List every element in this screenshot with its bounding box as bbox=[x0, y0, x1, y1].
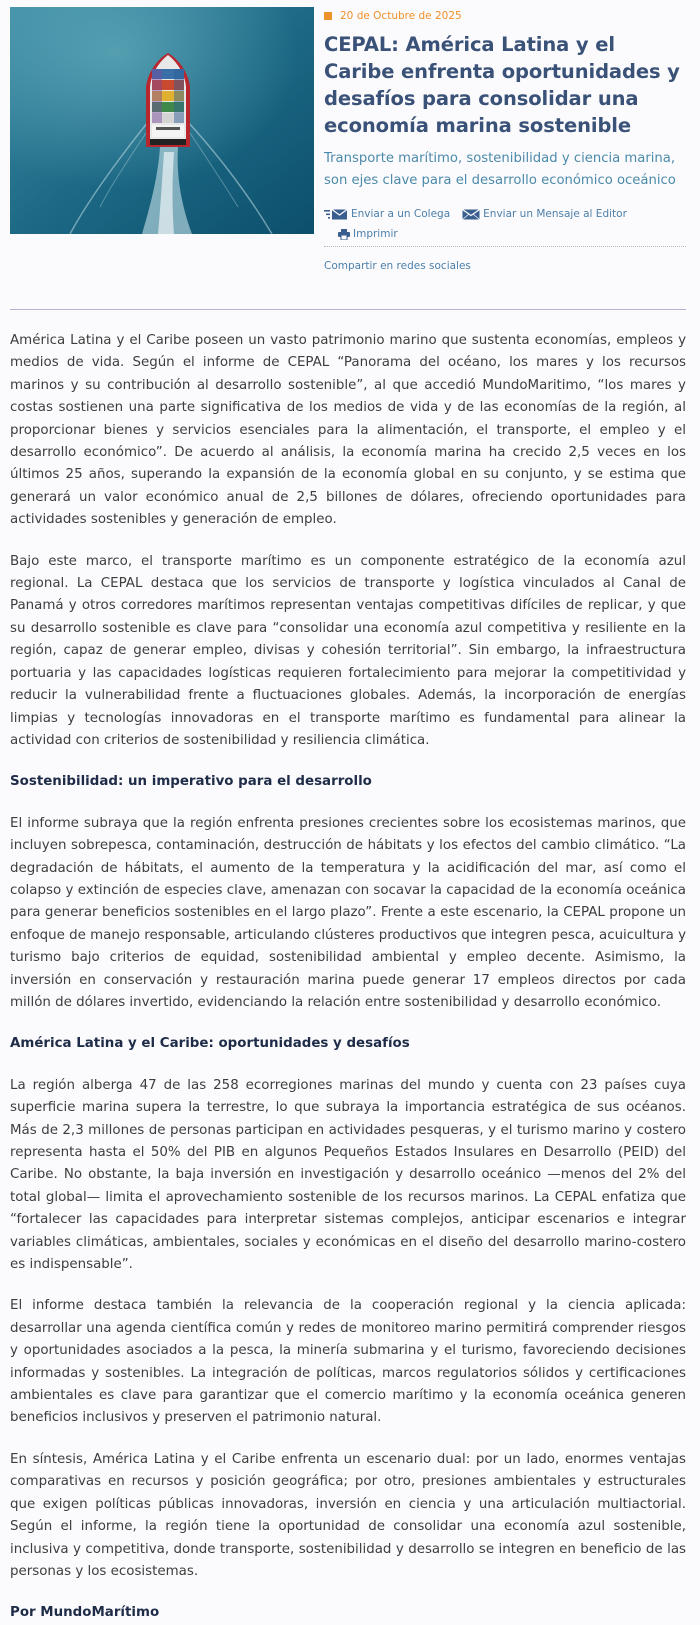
envelope-icon bbox=[462, 209, 480, 220]
send-colleague-link[interactable] bbox=[324, 208, 450, 220]
printer-icon bbox=[338, 229, 350, 240]
paragraph-6: En síntesis, América Latina y el Caribe enfrenta un escenario dual: por un lado, enormes ventajas comparativas en recursos y posición geográfica; por otro, presiones ambientales y estructurales que exigen políticas públicas innovadoras, inversión en ciencia y una articulación multiactorial. Según el informe, la región tiene la oportunidad de consolidar una economía azul sostenible, inclusiva y competitiva, donde transporte, sostenibilidad y desarrollo se integren en beneficio de las personas y los ecosistemas. bbox=[10, 1451, 686, 1579]
date-row bbox=[324, 8, 686, 24]
paragraph-4: La región alberga 47 de las 258 ecorregiones marinas del mundo y cuenta con 23 países cuya superficie marina supera la terrestre, lo que subraya la importancia estratégica de sus océanos. Más de 2,3 millones de personas participan en actividades pesqueras, y el turismo marino y costero representa hasta el 50% del PIB en algunos Pequeños Estados Insulares en Desarrollo (PEID) del Caribe. No obstante, la baja inversión en investigación y desarrollo oceánico —menos del 2% del total global— limita el aprovechamiento sostenible de los recursos marinos. La CEPAL enfatiza que “fortalecer las capacidades para interpretar sistemas complejos, anticipar escenarios e integrar variables climáticas, ambientales, sociales y económicas en el diseño del desarrollo marino-costero es indispensable”. bbox=[10, 1077, 686, 1273]
send-editor-link[interactable] bbox=[462, 208, 627, 220]
print-link[interactable] bbox=[338, 228, 398, 240]
send-colleague-icon bbox=[324, 209, 348, 220]
section-heading-opportunities: América Latina y el Caribe: oportunidades y desafíos bbox=[10, 1036, 410, 1052]
article-actions bbox=[324, 204, 686, 272]
byline: Por MundoMarítimo bbox=[10, 1605, 160, 1621]
send-colleague-label: Enviar a un Colega bbox=[351, 208, 451, 220]
header-divider bbox=[10, 309, 686, 310]
article-body bbox=[10, 330, 686, 1625]
article-subtitle: Transporte marítimo, sostenibilidad y ciencia marina, son ejes clave para el desarrollo económico oceánico bbox=[324, 151, 676, 188]
hero-image bbox=[10, 7, 314, 234]
date-marker bbox=[324, 12, 332, 20]
paragraph-3: El informe subraya que la región enfrenta presiones crecientes sobre los ecosistemas marinos, que incluyen sobrepesca, contaminación, destrucción de hábitats y los efectos del cambio climático. “La degradación de hábitats, el aumento de la temperatura y la acidificación del mar, así como el colapso y extinción de especies clave, amenazan con socavar la capacidad de la economía oceánica para generar beneficios sostenibles en el largo plazo”. Frente a este escenario, la CEPAL propone un enfoque de manejo responsable, articulando clústeres productivos que integren pesca, acuicultura y turismo bajo criterios de equidad, sostenibilidad ambiental y empleo decente. Asimismo, la inversión en conservación y restauración marina puede generar 17 empleos directos por cada millón de dólares invertido, evidenciando la relación entre sostenibilidad y desarrollo económico. bbox=[10, 815, 686, 1010]
section-heading-sustainability: Sostenibilidad: un imperativo para el desarrollo bbox=[10, 774, 372, 790]
paragraph-5: El informe destaca también la relevancia de la cooperación regional y la ciencia aplicada: desarrollar una agenda científica común y redes de monitoreo marino permitirá comprender riesgos y oportunidades asociados a la pesca, la minería submarina y el turismo, favoreciendo decisiones informadas y sostenibles. La integración de políticas, marcos regulatorios sólidos y certificaciones ambientales es clave para garantizar que el comercio marítimo y la economía oceánica generen beneficios inclusivos y preserven el patrimonio natural. bbox=[10, 1298, 686, 1426]
actions-divider bbox=[324, 246, 686, 247]
send-editor-label: Enviar un Mensaje al Editor bbox=[483, 208, 627, 220]
paragraph-2: Bajo este marco, el transporte marítimo es un componente estratégico de la economía azul regional. La CEPAL destaca que los servicios de transporte y logística vinculados al Canal de Panamá y otros corredores marítimos representan ventajas competitivas difíciles de replicar, y que su desarrollo sostenible es clave para “consolidar una economía azul competitiva y resiliente en la región, capaz de generar empleo, divisas y cohesión territorial”. Sin embargo, la infraestructura portuaria y las capacidades logísticas requieren fortalecimiento para mejorar la competitividad y reducir la vulnerabilidad frente a fluctuaciones globales. Además, la incorporación de energías limpias y tecnologías innovadoras en el transporte marítimo es fundamental para alinear la actividad con criterios de sostenibilidad y resiliencia climática. bbox=[10, 553, 686, 748]
article-header bbox=[324, 8, 686, 272]
print-label: Imprimir bbox=[353, 228, 398, 240]
article-title: CEPAL: América Latina y el Caribe enfrenta oportunidades y desafíos para consolidar una economía marina sostenible bbox=[324, 33, 680, 137]
containers bbox=[152, 69, 184, 123]
ship-photo bbox=[10, 7, 314, 234]
publish-date: 20 de Octubre de 2025 bbox=[340, 10, 462, 22]
share-social-link[interactable]: Compartir en redes sociales bbox=[324, 260, 471, 272]
paragraph-1: América Latina y el Caribe poseen un vasto patrimonio marino que sustenta economías, empleos y medios de vida. Según el informe de CEPAL “Panorama del océano, los mares y los recursos marinos y su contribución al desarrollo sostenible”, al que accedió MundoMaritimo, “los mares y costas sostienen una parte significativa de los medios de vida y de las economías de la región, al proporcionar bienes y servicios esenciales para la alimentación, el transporte, el empleo y el desarrollo económico”. De acuerdo al análisis, la economía marina ha crecido 2,5 veces en los últimos 25 años, superando la expansión de la economía global en su conjunto, y se estima que generará un valor económico anual de 2,5 billones de dólares, ofreciendo oportunidades para actividades sostenibles y generación de empleo. bbox=[10, 333, 686, 528]
